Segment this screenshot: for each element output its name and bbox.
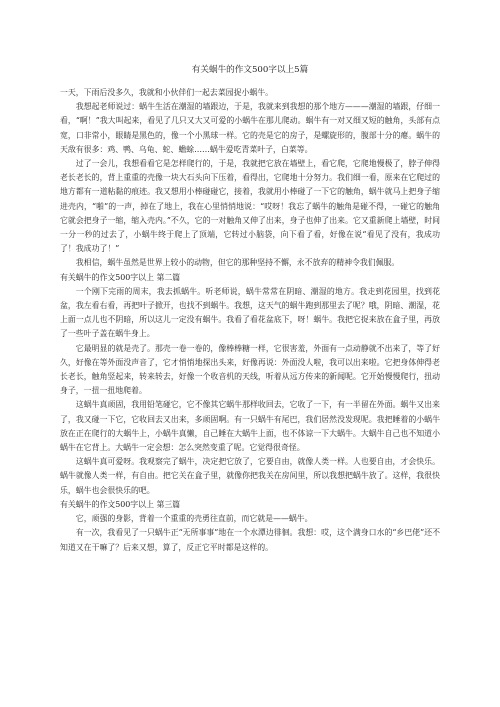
essay2-paragraph-4: 这蜗牛真可爱呀。我观察完了蜗牛，决定把它放了，它要自由，就像人类一样。人也要自由，才会快乐。蜗牛就像人类一样，有自由。把它关在盒子里，就像你把我关在房间里，所以我想把蜗牛放了。这样，我很快乐，蜗牛也会很快乐的吧。: [60, 457, 440, 495]
essay1-paragraph-1: 一天，下雨后没多久，我就和小伙伴们一起去菜园捉小蜗牛。: [60, 88, 274, 97]
essay1-paragraph-3: 过了一会儿，我想看看它是怎样爬行的，于是，我就把它放在墙壁上，看它爬，它爬地慢极了，脖子伸得老长老长的，背上重重的壳像一块大石头向下压着，看得出，它爬地十分努力。我们细一看，原来在它爬过的地方都有一道粘黏的痕迹。我又想用小棒碰碰它，接着，我就用小棒碰了一下它的触角，蜗牛就马上把身子缩进壳内，“啪”的一声，掉在了地上，我在心里悄悄地说：“哎呀！我忘了蜗牛的触角是碰不得，一碰它的触角它就会把身子一缩，缩入壳内。”不久，它的一对触角又伸了出来，身子也伸了出来。它又重新爬上墙壁，时间一分一秒的过去了，小蜗牛终于爬上了顶端，它转过小脑袋，向下看了看，好像在说“看见了没有，我成功了！我成功了！”: [60, 159, 440, 254]
essay2-heading: 有关蜗牛的作文500字以上 第二篇: [60, 272, 181, 282]
essay2-paragraph-2: 它最明显的就是壳了。那壳一卷一卷的，像棒棒糖一样，它很害羞，外面有一点动静就不出来了，等了好久，好像在等外面没声音了，它才悄悄地探出头来，好像再说：外面没人啦，我可以出来啦。它把身体伸得老长老长，触角竖起来，转来转去，好像一个收音机的天线，听着从远方传来的新闻呢。它开始慢慢爬行，扭动身子，一扭一扭地爬着。: [60, 343, 440, 396]
essay3-paragraph-1: 它，顽强的身影，背着一个重重的壳勇往直前，而它就是——蜗牛。: [75, 514, 313, 524]
essay2-paragraph-3: 这蜗牛真顽固，我用铅笔碰它，它不像其它蜗牛那样收回去，它收了一下，有一半留在外面。蜗牛又出来了，我又碰一下它，它收回去又出来，多顽固啊。有一只蜗牛有尾巴，我们居然没发现呢。我把睡着的小蜗牛放在正在爬行的大蜗牛上，小蜗牛真懒，自己睡在大蜗牛上面，也不体谅一下大蜗牛。大蜗牛自己也不知道小蜗牛在它背上。大蜗牛一定会想：怎么突然变重了呢。它觉得很奇怪。: [60, 400, 440, 453]
document-title: 有关蜗牛的作文500字以上5篇: [191, 65, 309, 75]
essay2-paragraph-1: 一个刚下完雨的周末，我去抓蜗牛。听老师说，蜗牛常常在阴暗、潮湿的地方。我走到花园里，找到花盆，我左看右看，再把叶子掀开，也找不到蜗牛。我想，这天气的蜗牛跑到那里去了呢？哦，阴暗、潮湿，花上面一点儿也不阴暗，所以这儿一定没有蜗牛。我看了看花盆底下，呀！蜗牛。我把它捉来放在盒子里，再放了一些叶子盖在蜗牛身上。: [60, 286, 440, 339]
essay3-paragraph-2: 有一次，我看见了一只蜗牛正“无所事事”地在一个水潭边徘徊。我想：哎，这个满身口水的“乡巴佬”还不知道又在干嘛了？后来又想，算了，反正它平时都是这样的。: [60, 528, 440, 552]
essay1-paragraph-4: 我相信，蜗牛虽然是世界上较小的动物，但它的那种坚持不懈，永不放弃的精神令我们佩服。: [75, 258, 400, 268]
essay3-heading: 有关蜗牛的作文500字以上 第三篇: [60, 499, 181, 509]
essay1-paragraph-2: 我想起老师说过：蜗牛生活在潮湿的墙跟边，于是，我就来到我想的那个地方———潮湿的墙跟，仔细一看，“啊！”我大叫起来，看见了几只又大又可爱的小蜗牛在那儿爬动。蜗牛有一对又细又短的触角，头部有点宽，口非常小，眼睛是黑色的，像一个小黑球一样。它的壳是它的房子，是螺旋形的，腹部十分的瘪。蜗牛的天敌有很多：鸡、鸭、乌龟、蛇、蟾蜍……蜗牛爱吃青菜叶子，白菜等。: [60, 102, 440, 154]
